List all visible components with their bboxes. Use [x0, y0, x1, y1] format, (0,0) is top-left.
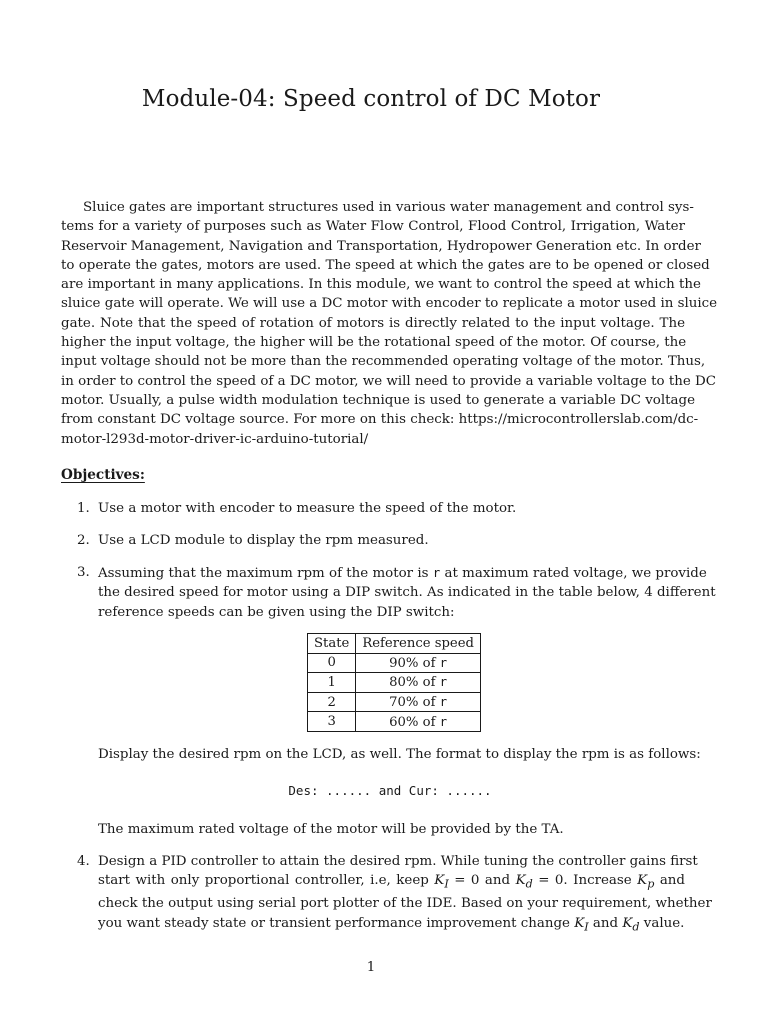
- objective-text: check the output using serial port plotter of the IDE. Based on your requirement, whether: [98, 896, 712, 912]
- reference-speed-cell: 60% of r: [356, 712, 481, 732]
- intro-line: Sluice gates are important structures used in various water management and control sys-: [83, 200, 694, 215]
- document-page: Module-04: Speed control of DC Motor Sluice gates are important structures used in various water management and control sys- tems for a variety of purposes such as Water Flow Control, Flood Control, Irrigation, Water Reservoir Management, Navigation and Transportation, Hydropower Generation etc. In order to operate the gates, motors are used. The speed at which the gates are to be opened or closed are important in many applications. In this module, we want to control the speed at which the sluice gate will operate. We will use a DC motor with encoder to replicate a motor used in sluice gate. Note that the speed of rotation of motors is directly related to the input voltage. The higher the input voltage, the higher will be the rotational speed of the motor. Of course, the input voltage should not be more than the recommended operating voltage of the motor. Thus, in order to control the speed of a DC motor, we will need to provide a variable voltage to the DC motor. Usually, a pulse width modulation technique is used to generate a variable DC voltage from constant DC voltage source. For more on this check: https://microcontrollerslab.com/dc- motor-l293d-motor-driver-ic-arduino-tutorial/ Objectives: 1. Use a motor with encoder to measure the speed of the motor. 2. Use a LCD module to display the rpm measured. 3. Assuming that the maximum rpm of the motor is r at maximum rated voltage, we provide the desired speed for motor using a DIP switch. As indicated in the table below, 4 different reference speeds can be given using the DIP switch: State Reference speed 0 90% of r 1 80% of r 2 70% of r 3 60% of r Display the desired rpm on the LCD, as well. The format to display the rpm is as follows: Des: ...... and Cur: ...... The maximum rated voltage of the motor will be provided by the TA. 4. Design a PID controller to attain the desired rpm. While tuning the controller gains first start with only proportional controller, i.e, keep $K_I = 0$ and $K_d = 0$. Increase $K_p$ and check the output using serial port plotter of the IDE. Based on your requirement, whether you want steady state or transient performance improvement change $K_I$ and $K_d$ value. 1: [0, 0, 768, 1024]
- state-cell: 1: [308, 673, 356, 693]
- intro-line: tems for a variety of purposes such as Water Flow Control, Flood Control, Irrigation, Water: [61, 219, 685, 235]
- intro-line: are important in many applications. In this module, we want to control the speed at which the: [61, 277, 701, 293]
- objective-text: you want steady state or transient performance improvement change $K_I$ and $K_d$ value.: [98, 915, 685, 934]
- variable-r: r: [432, 565, 441, 580]
- table-header-row: [308, 634, 481, 654]
- state-cell: 2: [308, 692, 356, 712]
- lcd-display-format: Des: ...... and Cur: ......: [288, 783, 492, 798]
- intro-line: input voltage should not be more than the recommended operating voltage of the motor. Thus,: [61, 354, 706, 370]
- list-number: 3.: [77, 565, 90, 580]
- intro-line: motor. Usually, a pulse width modulation technique is used to generate a variable DC voltage: [61, 392, 696, 408]
- objective-text: the desired speed for motor using a DIP switch. As indicated in the table below, 4 different: [98, 585, 716, 601]
- table-header: State: [308, 634, 356, 654]
- objective-text: Use a motor with encoder to measure the speed of the motor.: [98, 501, 517, 516]
- list-number: 2.: [77, 533, 90, 548]
- list-number: 1.: [77, 501, 90, 516]
- table-row: [308, 692, 481, 712]
- intro-line: Reservoir Management, Navigation and Transportation, Hydropower Generation etc. In order: [61, 238, 701, 254]
- objective-text: start with only proportional controller, i.e, keep $K_I = 0$ and $K_d = 0$. Increase $K_p$ and: [98, 873, 686, 891]
- objective-text: Design a PID controller to attain the desired rpm. While tuning the controller gains first: [98, 854, 698, 869]
- objectives-heading: Objectives:: [61, 467, 145, 483]
- reference-speed-cell: 80% of r: [356, 673, 481, 693]
- page-number: 1: [366, 960, 376, 975]
- intro-line: motor-l293d-motor-driver-ic-arduino-tutorial/: [61, 431, 369, 447]
- table-row: [308, 673, 481, 693]
- state-cell: 0: [308, 653, 356, 673]
- table-header: Reference speed: [356, 634, 481, 654]
- intro-line: from constant DC voltage source. For more on this check: https://microcontrollerslab.com/dc-: [61, 412, 699, 428]
- objective-text: Assuming that the maximum rpm of the motor is r at maximum rated voltage, we provide: [98, 565, 707, 581]
- reference-speed-cell: 70% of r: [356, 692, 481, 712]
- state-cell: 3: [308, 712, 356, 732]
- table-row: [308, 653, 481, 673]
- objective-text: Use a LCD module to display the rpm measured.: [98, 533, 429, 548]
- objective-text: reference speeds can be given using the DIP switch:: [98, 604, 455, 620]
- intro-line: sluice gate will operate. We will use a DC motor with encoder to replicate a motor used in sluice: [61, 296, 718, 312]
- list-number: 4.: [77, 854, 90, 869]
- page-title: Module-04: Speed control of DC Motor: [141, 86, 601, 112]
- table-row: [308, 712, 481, 732]
- intro-line: higher the input voltage, the higher will be the rotational speed of the motor. Of course, the: [61, 335, 687, 351]
- intro-line: to operate the gates, motors are used. The speed at which the gates are to be opened or closed: [61, 257, 710, 273]
- reference-speed-table: [307, 633, 481, 732]
- reference-speed-cell: 90% of r: [356, 653, 481, 673]
- intro-line: gate. Note that the speed of rotation of motors is directly related to the input voltage. The: [61, 315, 685, 331]
- intro-paragraph: [61, 198, 718, 449]
- intro-line: in order to control the speed of a DC motor, we will need to provide a variable voltage to the DC: [61, 373, 716, 389]
